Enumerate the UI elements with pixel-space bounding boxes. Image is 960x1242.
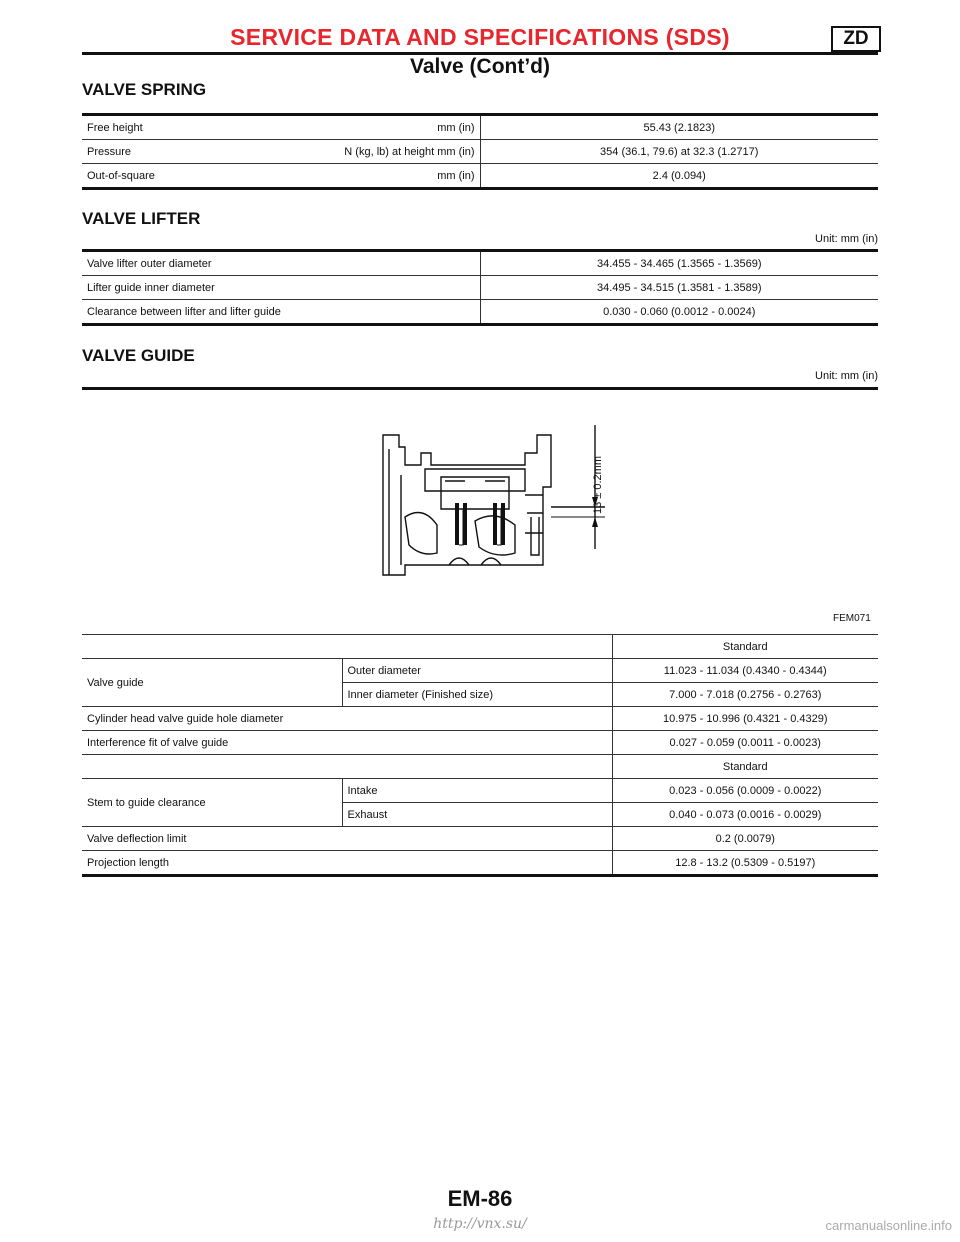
guide-projection-dimension: 13 ± 0.2mm [592,455,604,515]
deflection-label: Valve deflection limit [82,827,612,851]
table-row [82,276,878,300]
table-row [82,300,878,325]
inner-diameter-label: Inner diameter (Finished size) [342,683,612,707]
page-header-title: SERVICE DATA AND SPECIFICATIONS (SDS) [230,24,730,50]
exhaust-value: 0.040 - 0.073 (0.0016 - 0.0029) [612,803,878,827]
hole-diameter-label: Cylinder head valve guide hole diameter [82,707,612,731]
projection-value: 12.8 - 13.2 (0.5309 - 0.5197) [612,851,878,876]
site-watermark: carmanualsonline.info [825,1218,952,1233]
valve-spring-heading: VALVE SPRING [82,80,207,99]
standard-column-header: Standard [612,635,878,659]
lifter-row-value: 0.030 - 0.060 (0.0012 - 0.0024) [480,300,878,325]
valve-lifter-table [82,249,878,326]
table-row [82,635,878,659]
valve-guide-table [82,634,878,877]
spring-row-value: 354 (36.1, 79.6) at 32.3 (1.2717) [480,140,878,164]
spring-row-label: Free height mm (in) [87,121,475,134]
valve-spring-table [82,113,878,190]
inner-diameter-value: 7.000 - 7.018 (0.2756 - 0.2763) [612,683,878,707]
valve-guide-diagram [375,425,615,585]
table-row [82,827,878,851]
lifter-row-label: Lifter guide inner diameter [82,276,480,300]
table-row [82,140,878,164]
table-row [82,779,878,803]
valve-guide-unit: Unit: mm (in) [815,370,878,382]
standard-column-header-2: Standard [612,755,878,779]
valve-guide-rule [82,387,878,390]
engine-code-badge: ZD [831,26,881,52]
table-row [82,659,878,683]
intake-label: Intake [342,779,612,803]
outer-diameter-value: 11.023 - 11.034 (0.4340 - 0.4344) [612,659,878,683]
table-row [82,115,878,140]
interference-value: 0.027 - 0.059 (0.0011 - 0.0023) [612,731,878,755]
table-row [82,755,878,779]
source-link[interactable]: http://vnx.su/ [433,1216,527,1232]
deflection-value: 0.2 (0.0079) [612,827,878,851]
spring-row-label: Pressure N (kg, lb) at height mm (in) [82,140,480,164]
page-subtitle: Valve (Cont’d) [409,55,551,78]
lifter-row-value: 34.455 - 34.465 (1.3565 - 1.3569) [480,251,878,276]
figure-code: FEM071 [833,613,871,624]
table-row [82,251,878,276]
lifter-row-label: Valve lifter outer diameter [87,257,212,270]
table-row [82,707,878,731]
intake-value: 0.023 - 0.056 (0.0009 - 0.0022) [612,779,878,803]
spring-row-value: 2.4 (0.094) [480,164,878,189]
table-row [82,851,878,876]
lifter-row-value: 34.495 - 34.515 (1.3581 - 1.3589) [480,276,878,300]
valve-lifter-heading: VALVE LIFTER [82,209,201,228]
stem-clearance-label: Stem to guide clearance [82,779,342,827]
hole-diameter-value: 10.975 - 10.996 (0.4321 - 0.4329) [612,707,878,731]
spring-row-value: 55.43 (2.1823) [480,115,878,140]
projection-label: Projection length [82,851,612,876]
lifter-row-label: Clearance between lifter and lifter guide [82,300,480,325]
outer-diameter-label: Outer diameter [342,659,612,683]
valve-guide-label: Valve guide [82,659,342,707]
valve-lifter-unit: Unit: mm (in) [815,233,878,245]
table-row [82,164,878,189]
interference-label: Interference fit of valve guide [82,731,612,755]
exhaust-label: Exhaust [342,803,612,827]
page-number: EM-86 [447,1186,513,1211]
table-row [82,731,878,755]
spring-row-label: Out-of-square mm (in) [82,164,480,189]
valve-guide-heading: VALVE GUIDE [82,346,195,365]
